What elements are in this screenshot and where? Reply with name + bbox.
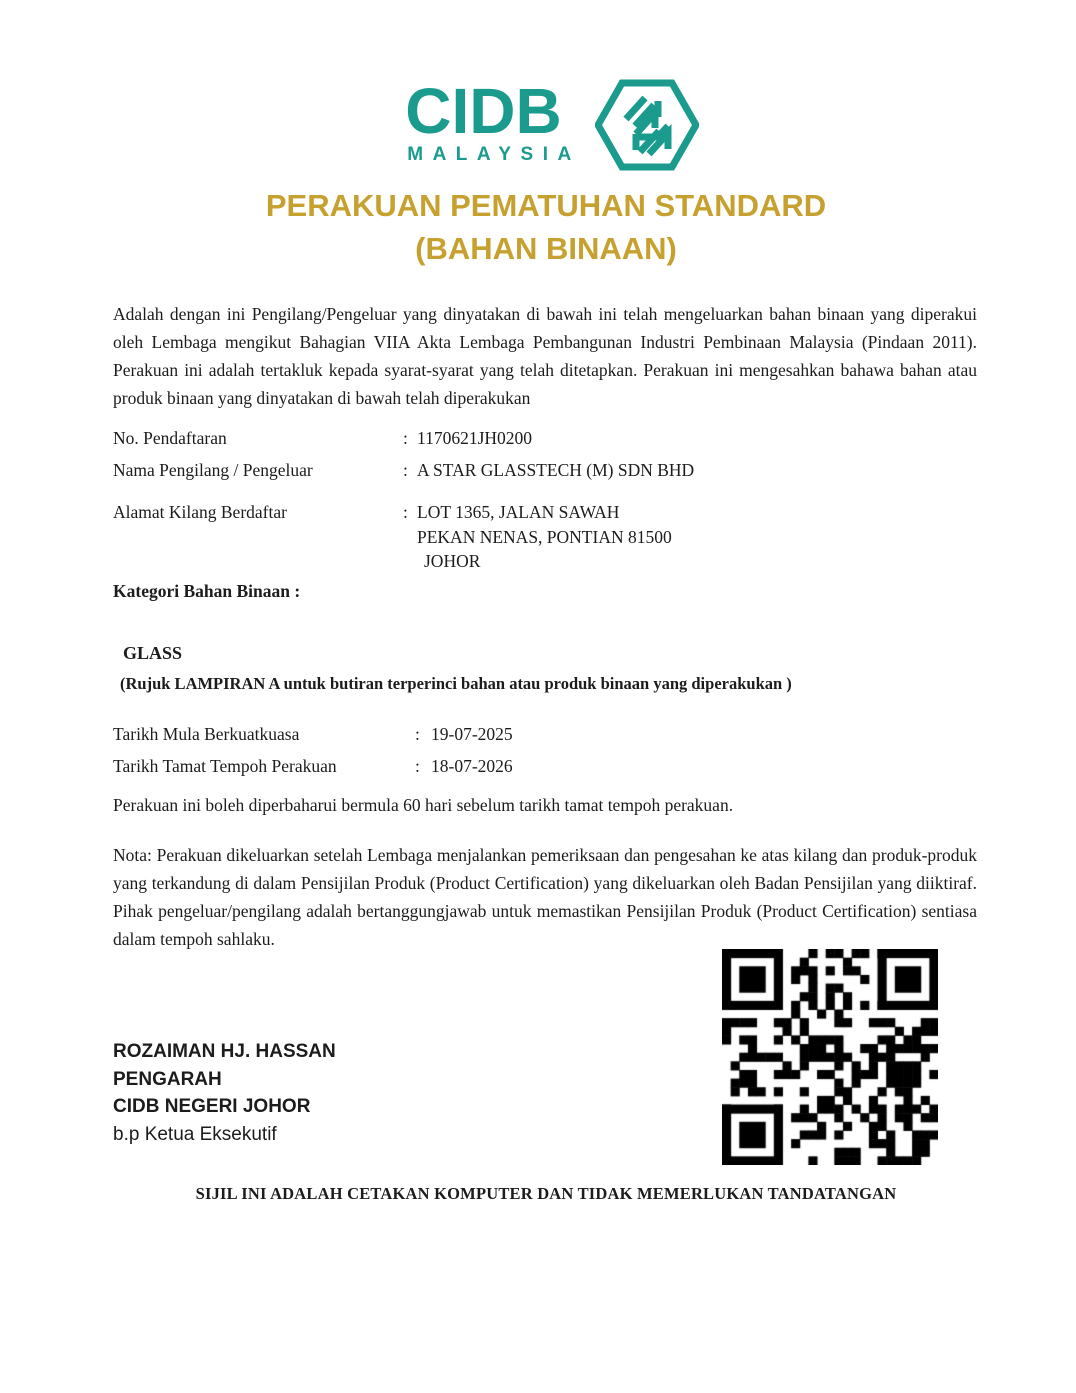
field-value: A STAR GLASSTECH (M) SDN BHD (417, 460, 695, 480)
field-expiry-date (113, 754, 977, 778)
intro-paragraph: Adalah dengan ini Pengilang/Pengeluar yang dinyatakan di bawah ini telah mengeluarkan bahan binaan yang diperakui oleh Lembaga mengikut Bahagian VIIA Akta Lembaga Pembangunan Industri Pembinaan Malaysia (Pindaan 2011). Perakuan ini adalah tertakluk kepada syarat-syarat yang telah ditetapkan. Perakuan ini mengesahkan bahawa bahan atau produk binaan yang dinyatakan di bawah telah diperakukan (113, 304, 977, 408)
footer-note: SIJIL INI ADALAH CETAKAN KOMPUTER DAN TIDAK MEMERLUKAN TANDATANGAN (195, 1184, 897, 1203)
category-heading: Kategori Bahan Binaan : (113, 581, 301, 601)
nota-paragraph: Nota: Perakuan dikeluarkan setelah Lembaga menjalankan pemeriksaan dan pengesahan ke atas kilang dan produk-produk yang terkandung di dalam Pensijilan Produk (Product Certification) yang dikeluarkan oleh Badan Pensijilan yang diiktiraf. Pihak pengeluar/pengilang adalah bertanggungjawab untuk memastikan Pensijilan Produk (Product Certification) sentiasa dalam tempoh sahlaku. (113, 845, 977, 949)
field-value (417, 500, 977, 574)
field-factory-address (113, 500, 977, 574)
colon-separator: : (403, 428, 408, 448)
renewal-note: Perakuan ini boleh diperbaharui bermula 60 hari sebelum tarikh tamat tempoh perakuan. (113, 795, 734, 815)
field-label: Tarikh Tamat Tempoh Perakuan (113, 756, 337, 776)
signatory-office: CIDB NEGERI JOHOR (113, 1096, 311, 1117)
cidb-logo-wordmark: CIDB (405, 75, 562, 147)
colon-separator: : (403, 460, 408, 480)
category-value: GLASS (123, 643, 183, 663)
cidb-logo-malaysia-label: MALAYSIA (407, 144, 581, 165)
field-value: 1170621JH0200 (417, 428, 533, 448)
field-manufacturer-name (113, 458, 977, 483)
signatory-name: ROZAIMAN HJ. HASSAN (113, 1041, 336, 1062)
cidb-logo (14, 76, 1076, 174)
field-registration-number (113, 426, 977, 451)
document-title-line2: (BAHAN BINAAN) (415, 231, 677, 266)
field-label: Tarikh Mula Berkuatkuasa (113, 724, 300, 744)
colon-separator: : (415, 724, 420, 744)
field-label: Alamat Kilang Berdaftar (113, 502, 287, 522)
document-title-line1: PERAKUAN PEMATUHAN STANDARD (265, 188, 827, 223)
address-line: JOHOR (424, 551, 481, 571)
qr-code-canvas (722, 949, 938, 1165)
field-label: Nama Pengilang / Pengeluar (113, 460, 313, 480)
category-appendix-note: (Rujuk LAMPIRAN A untuk butiran terperinci bahan atau produk binaan yang diperakukan ) (120, 674, 792, 693)
colon-separator: : (415, 756, 420, 776)
field-value: 18-07-2026 (431, 756, 513, 776)
signatory-on-behalf: b.p Ketua Eksekutif (113, 1123, 277, 1145)
field-value: 19-07-2025 (431, 724, 513, 744)
colon-separator: : (403, 502, 408, 522)
cidb-hexagon-icon (595, 76, 699, 174)
signatory-position: PENGARAH (113, 1068, 222, 1090)
address-line: PEKAN NENAS, PONTIAN 81500 (417, 526, 672, 547)
address-line: LOT 1365, JALAN SAWAH (417, 502, 620, 522)
qr-code (722, 949, 938, 1165)
signature-block (113, 1038, 336, 1148)
field-label: No. Pendaftaran (113, 428, 227, 448)
field-effective-date (113, 722, 977, 746)
document-title (56, 184, 1036, 270)
